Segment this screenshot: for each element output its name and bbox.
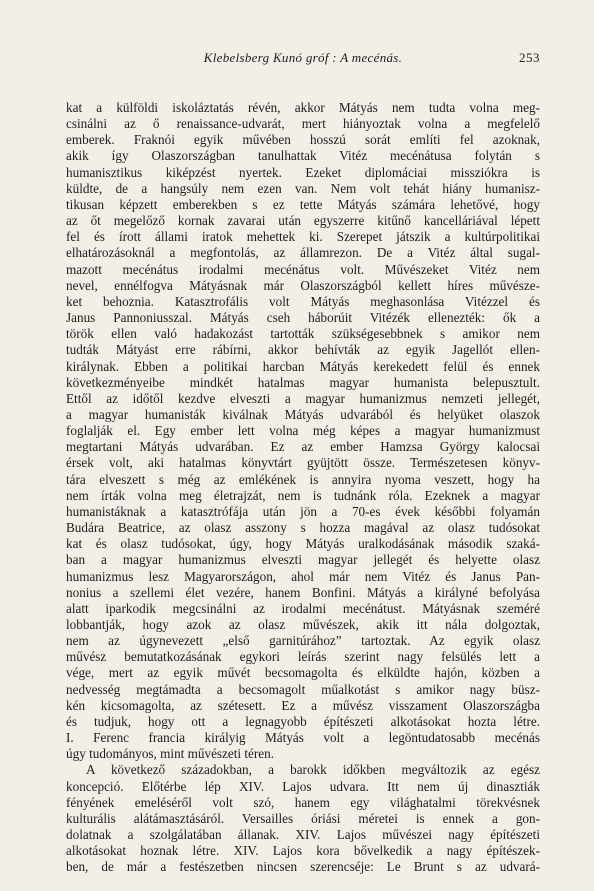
text-line: foglalják el. Egy ember lett volna még képes a magyar humanizmust (66, 423, 540, 439)
text-line: alatt iparkodik megcsinálni az irodalmi mecénátust. Mátyásnak szeméré (66, 600, 540, 616)
text-line: A következő századokban, a barokk időkben megváltozik az egész (86, 762, 540, 778)
text-line: megtartani Mátyás udvarában. Ez az ember Hamzsa György kalocsai (66, 439, 540, 455)
text-line: csinálni az ő renaissance-udvarát, mert hiányoztak volna a megfelelő (66, 116, 540, 132)
page-number: 253 (519, 50, 540, 65)
text-line: nonius a szellemi élet vezére, hanem Bonfini. Mátyás a királyné befolyása (66, 584, 540, 600)
text-line: fel és írott állami iratok mehettek ki. Szerepet játszik a kultúrpolitikai (66, 229, 540, 245)
page-header (66, 47, 540, 73)
text-line: tára elveszett s még az emlékének is annyira nyoma veszett, hogy ha (66, 471, 540, 487)
text-line: lobbantják, hogy azok az olasz művészek, akik itt nála dolgoztak, (66, 617, 540, 632)
text-line: a magyar humanisták kiválnak Mátyás udvarából és helyüket olaszok (66, 406, 540, 422)
text-line: kat a külföldi iskoláztatás révén, akkor Mátyás nem tudta volna meg- (66, 100, 540, 115)
text-line: nedvesség megtámadta a becsomagolt műalkotást s amikor nagy büsz- (66, 681, 540, 697)
text-line: nem az úgynevezett „első garnitúrához” tartoztak. Az egyik olasz (66, 633, 540, 649)
text-line: ban a magyar humanizmus elveszti magyar jellegét és helyette olasz (66, 552, 540, 568)
text-line: vége, mert az egyik művét becsomagolta és elküldte hajón, közben a (66, 665, 540, 681)
running-title: Klebelsberg Kunó gróf : A mecénás. (203, 50, 403, 65)
text-line: küldte, de a hangsúly nem ezen van. Nem volt tehát hiány humanisz- (66, 180, 540, 196)
text-line: nevel, ennélfogva Mátyásnak már Olaszországból kellett híres művésze- (66, 277, 540, 293)
text-line: Ettől az időtől kezdve elveszti a magyar humanizmus nemzeti jellegét, (66, 390, 540, 406)
text-line: ket behoznia. Katasztrofális volt Mátyás meghasonlása Vitézzel és (66, 293, 540, 309)
text-line: humanistáknak a katasztrófája után jön a 70-es évek későbbi folyamán (66, 503, 540, 519)
text-line: kulturális alátámasztásáról. Versailles óriási méretei is ennek a gon- (66, 810, 540, 826)
text-line: I. Ferenc francia királyig Mátyás volt a legöntudatosabb mecénás (66, 730, 540, 746)
text-line: alkotásokat hoznak létre. XIV. Lajos kora bővelkedik a nagy építészek- (66, 843, 540, 859)
text-line: akik így Olaszországban tanulhattak Vitéz mecénátusa folytán s (66, 148, 540, 164)
text-line: ben, de már a festészetben nincsen szerencséje: Le Brunt s az udvará- (66, 859, 540, 875)
text-line: az őt megelőző kornak zavarai után egyszerre kitűnő kancelláriával lépett (66, 213, 540, 229)
text-line: művész bemutatkozásának egykori leírás szerint nagy felsülés lett a (66, 649, 540, 665)
text-line: koncepció. Előtérbe lép XIV. Lajos udvara. Itt nem új dinasztiák (66, 778, 540, 794)
text-line: királynak. Ebben a politikai harcban Mátyás kerekedett felül és ennek (66, 358, 540, 374)
text-line: Janus Pannoniusszal. Mátyás cseh háborúit Vitézék ellenezték: ők a (66, 310, 540, 326)
text-line: nem írták volna meg életrajzát, nem is tudnánk róla. Ezeknek a magyar (66, 487, 540, 503)
text-line: humanizmus lesz Magyarországon, ahol már nem Vitéz és Janus Pan- (66, 568, 540, 584)
text-line: és tudjuk, hogy ott a legnagyobb építészeti alkotásokat hozta létre. (66, 713, 540, 729)
text-line: Budára Beatrice, az olasz asszony s hozza magával az olasz tudósokat (66, 520, 540, 536)
text-line: emberek. Fraknói egyik művében hosszú sorát említi fel azoknak, (66, 132, 540, 148)
text-line: úgy tudományos, mint művészeti téren. (66, 746, 275, 762)
text-line: török ellen való hadakozást tartották szükségesebbnek s amikor nem (66, 326, 540, 342)
text-line: kén kicsomagolta, az szétesett. Ez a művész visszament Olaszországba (66, 697, 540, 713)
body-text (66, 100, 540, 876)
text-line: dolatnak a szolgálatában állanak. XIV. Lajos művészei nagy építészeti (66, 827, 540, 843)
text-line: elhatározásoknál a megfontolás, az államrezon. De a Vitéz által sugal- (66, 245, 540, 261)
book-page (66, 47, 540, 876)
text-line: tudták Mátyást erre rábírni, akkor behívták az egyik Jagellót ellen- (66, 342, 540, 358)
text-line: mazott mecénátus irodalmi mecénátus volt. Művészeket Vitéz nem (66, 261, 540, 277)
text-line: érsek volt, aki hatalmas könyvtárt gyüjtött össze. Természetesen könyv- (66, 455, 540, 471)
text-line: kat és olasz tudósokat, úgy, hogy Mátyás uralkodásának második szaká- (66, 536, 540, 552)
text-line: fényének emeléséről volt szó, hanem egy világhatalmi törekvésnek (66, 794, 540, 810)
text-line: tikusan képzett emberekben s ez tette Mátyás számára lehetővé, hogy (66, 196, 540, 212)
text-line: humanisztikus kiképzést nyertek. Ezeket diplomáciai missziókra is (66, 164, 540, 180)
text-line: következményeibe mindkét hatalmas magyar humanista belepusztult. (66, 374, 540, 390)
